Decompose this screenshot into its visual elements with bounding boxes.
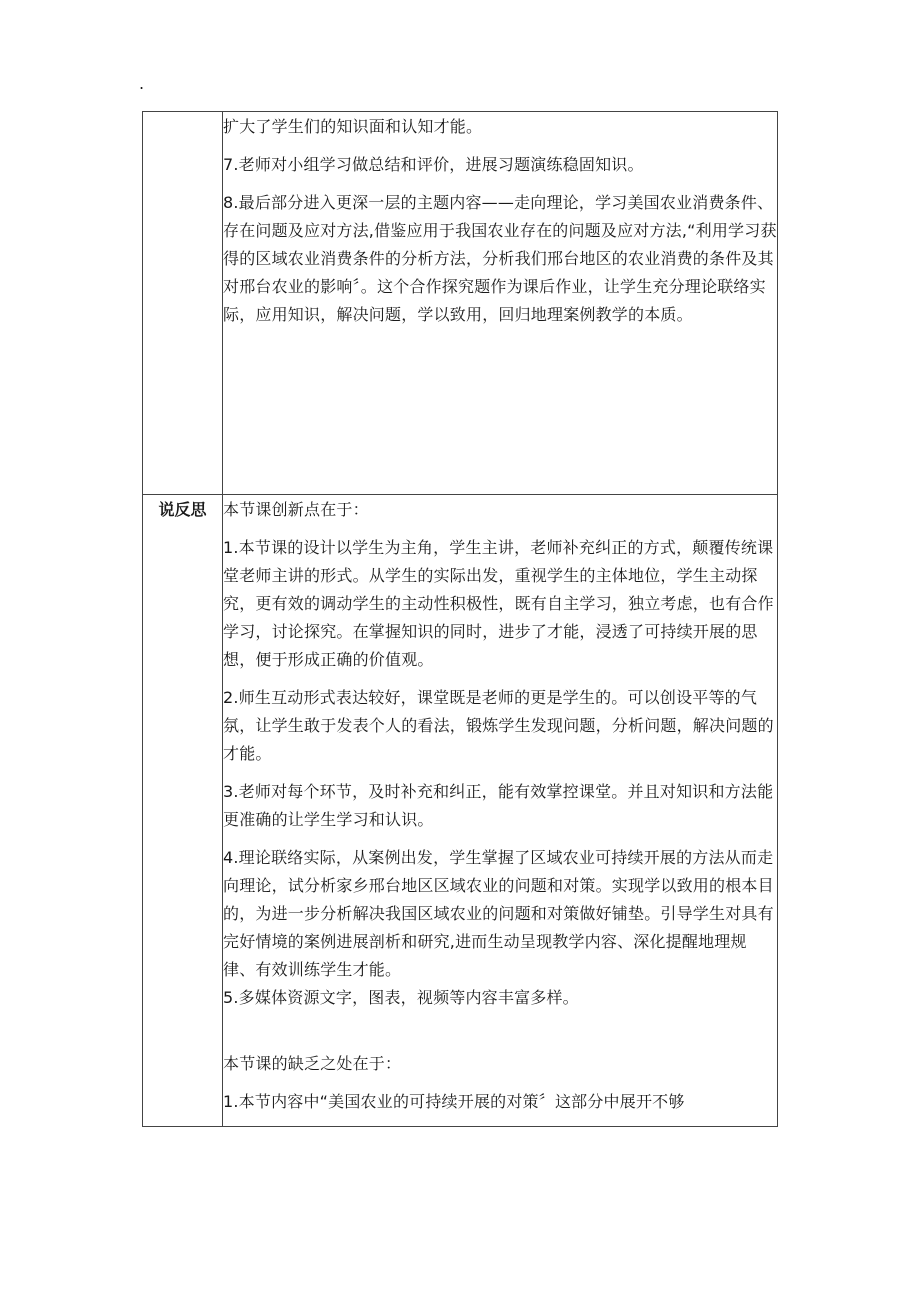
innovation-point-3: 3.老师对每个环节，及时补充和纠正，能有效掌控课堂。并且对知识和方法能更准确的让学生学习和认识。 xyxy=(223,782,774,829)
paragraph-step-7: 7.老师对小组学习做总结和评价，进展习题演练稳固知识。 xyxy=(223,155,644,174)
innovation-point-4: 4.理论联络实际，从案例出发，学生掌握了区域农业可持续开展的方法从而走向理论，试分析家乡邢台地区区域农业的问题和对策。实现学以致用的根本目的，为进一步分析解决我国区域农业的问题和对策做好铺垫。引导学生对具有完好情境的案例进展剖析和研究,进而生动呈现教学内容、深化提醒地理规律、有效训练学生才能。 xyxy=(223,848,774,979)
row-label-reflection: 说反思 xyxy=(158,500,207,519)
row-label-cell xyxy=(143,112,223,495)
row-label-cell xyxy=(143,495,223,1127)
table-row-continuation xyxy=(143,112,778,495)
innovation-point-1: 1.本节课的设计以学生为主角，学生主讲，老师补充纠正的方式，颠覆传统课堂老师主讲的形式。从学生的实际出发，重视学生的主体地位，学生主动探究，更有效的调动学生的主动性积极性，既有自主学习，独立考虑，也有合作学习，讨论探究。在掌握知识的同时，进步了才能，浸透了可持续开展的思想，便于形成正确的价值观。 xyxy=(223,538,774,669)
page-marker: . xyxy=(139,74,145,93)
paragraph-step-8: 8.最后部分进入更深一层的主题内容——走向理论，学习美国农业消费条件、存在问题及应对方法,借鉴应用于我国农业存在的问题及应对方法,“利用学习获得的区域农业消费条件的分析方法，分析我们邢台地区的农业消费的条件及其对邢台农业的影响〞。这个合作探究题作为课后作业，让学生充分理论联络实际，应用知识，解决问题，学以致用，回归地理案例教学的本质。 xyxy=(223,193,777,324)
paragraph: 扩大了学生们的知识面和认知才能。 xyxy=(223,117,483,136)
shortcomings-intro: 本节课的缺乏之处在于： xyxy=(223,1054,402,1073)
row-content-cell xyxy=(223,495,778,1127)
innovation-intro: 本节课创新点在于： xyxy=(223,500,369,519)
shortcoming-point-1: 1.本节内容中“美国农业的可持续开展的对策〞这部分中展开不够 xyxy=(223,1092,685,1111)
innovation-point-5: 5.多媒体资源文字，图表，视频等内容丰富多样。 xyxy=(223,988,579,1007)
table-row-reflection xyxy=(143,495,778,1127)
lesson-reflection-table xyxy=(142,111,778,1127)
innovation-point-2: 2.师生互动形式表达较好，课堂既是老师的更是学生的。可以创设平等的气氛，让学生敢于发表个人的看法，锻炼学生发现问题，分析问题，解决问题的才能。 xyxy=(223,688,774,763)
row-label xyxy=(143,112,222,113)
row-content-cell xyxy=(223,112,778,495)
